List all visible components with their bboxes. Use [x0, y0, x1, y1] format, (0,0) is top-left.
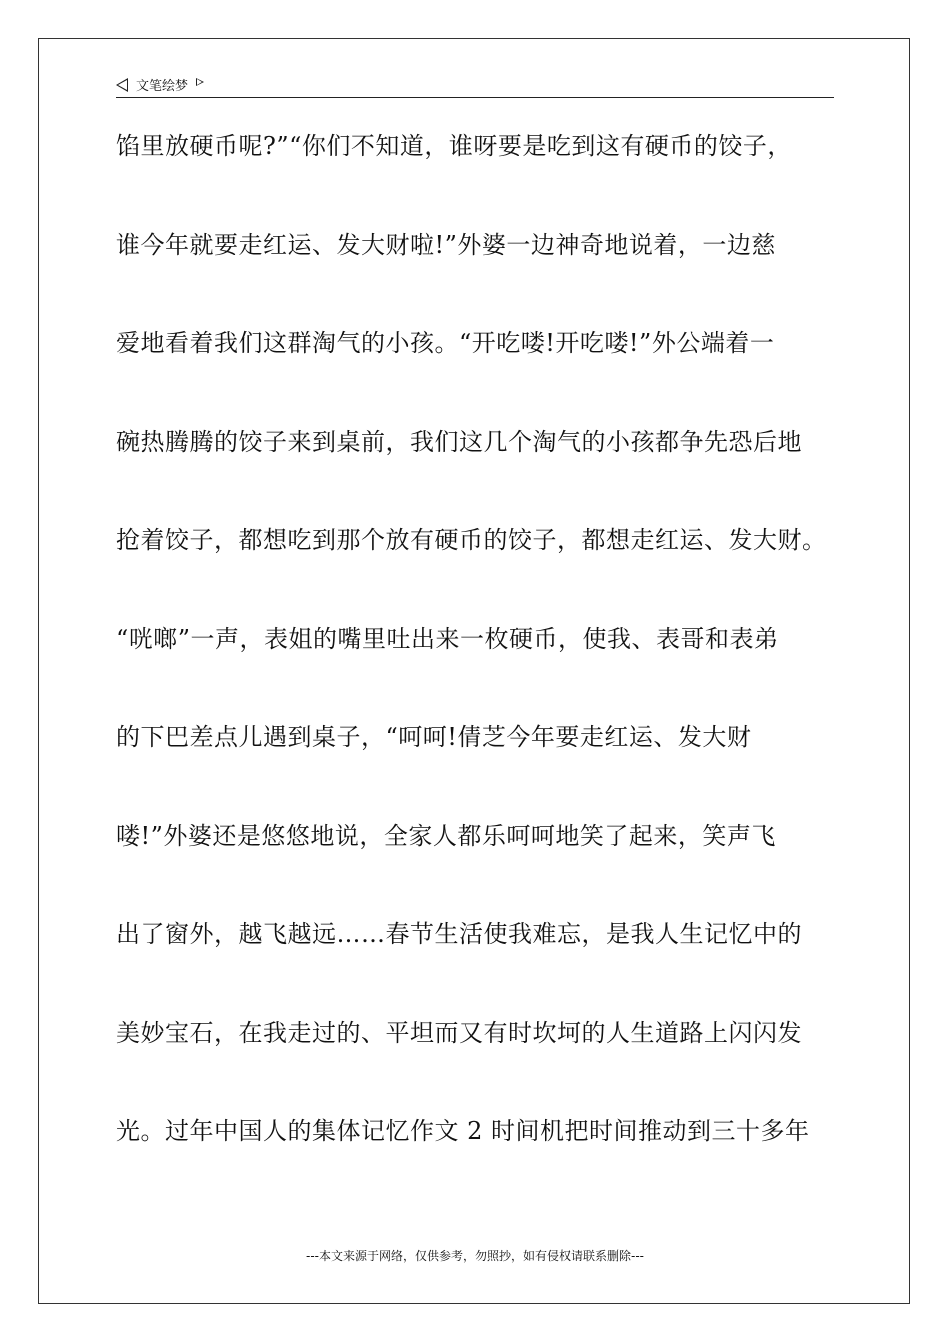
text-line: 美妙宝石，在我走过的、平坦而又有时坎坷的人生道路上闪闪发 — [116, 1018, 802, 1047]
text-line: 出了窗外，越飞越远……春节生活使我难忘，是我人生记忆中的 — [116, 920, 802, 948]
text-line: 喽!”外婆还是悠悠地说，全家人都乐呵呵地笑了起来，笑声飞 — [116, 821, 776, 850]
page-header — [116, 72, 834, 98]
text-line: 谁今年就要走红运、发大财啦!”外婆一边神奇地说着，一边慈 — [116, 230, 776, 259]
text-line: 的下巴差点儿遇到桌子，“呵呵!倩芝今年要走红运、发大财 — [116, 723, 752, 751]
triangle-left-icon — [116, 78, 128, 92]
text-line: 抢着饺子，都想吃到那个放有硬币的饺子，都想走红运、发大财。 — [116, 526, 827, 554]
body-text — [116, 126, 856, 1210]
header-brand: 文笔绘梦 — [136, 79, 189, 94]
footer-notice: ---本文来源于网络，仅供参考，勿照抄，如有侵权请联系删除--- — [306, 1249, 644, 1263]
text-line: 碗热腾腾的饺子来到桌前，我们这几个淘气的小孩都争先恐后地 — [116, 427, 802, 456]
triangle-right-icon — [196, 78, 204, 86]
text-line: 光。过年中国人的集体记忆作文 2 时间机把时间推动到三十多年 — [116, 1117, 810, 1145]
text-line: 馅里放硬币呢?”“你们不知道，谁呀要是吃到这有硬币的饺子， — [116, 132, 792, 160]
text-line: 爱地看着我们这群淘气的小孩。“开吃喽!开吃喽!”外公端着一 — [116, 329, 775, 357]
text-line: “咣啷”一声，表姐的嘴里吐出来一枚硬币，使我、表哥和表弟 — [116, 624, 779, 653]
